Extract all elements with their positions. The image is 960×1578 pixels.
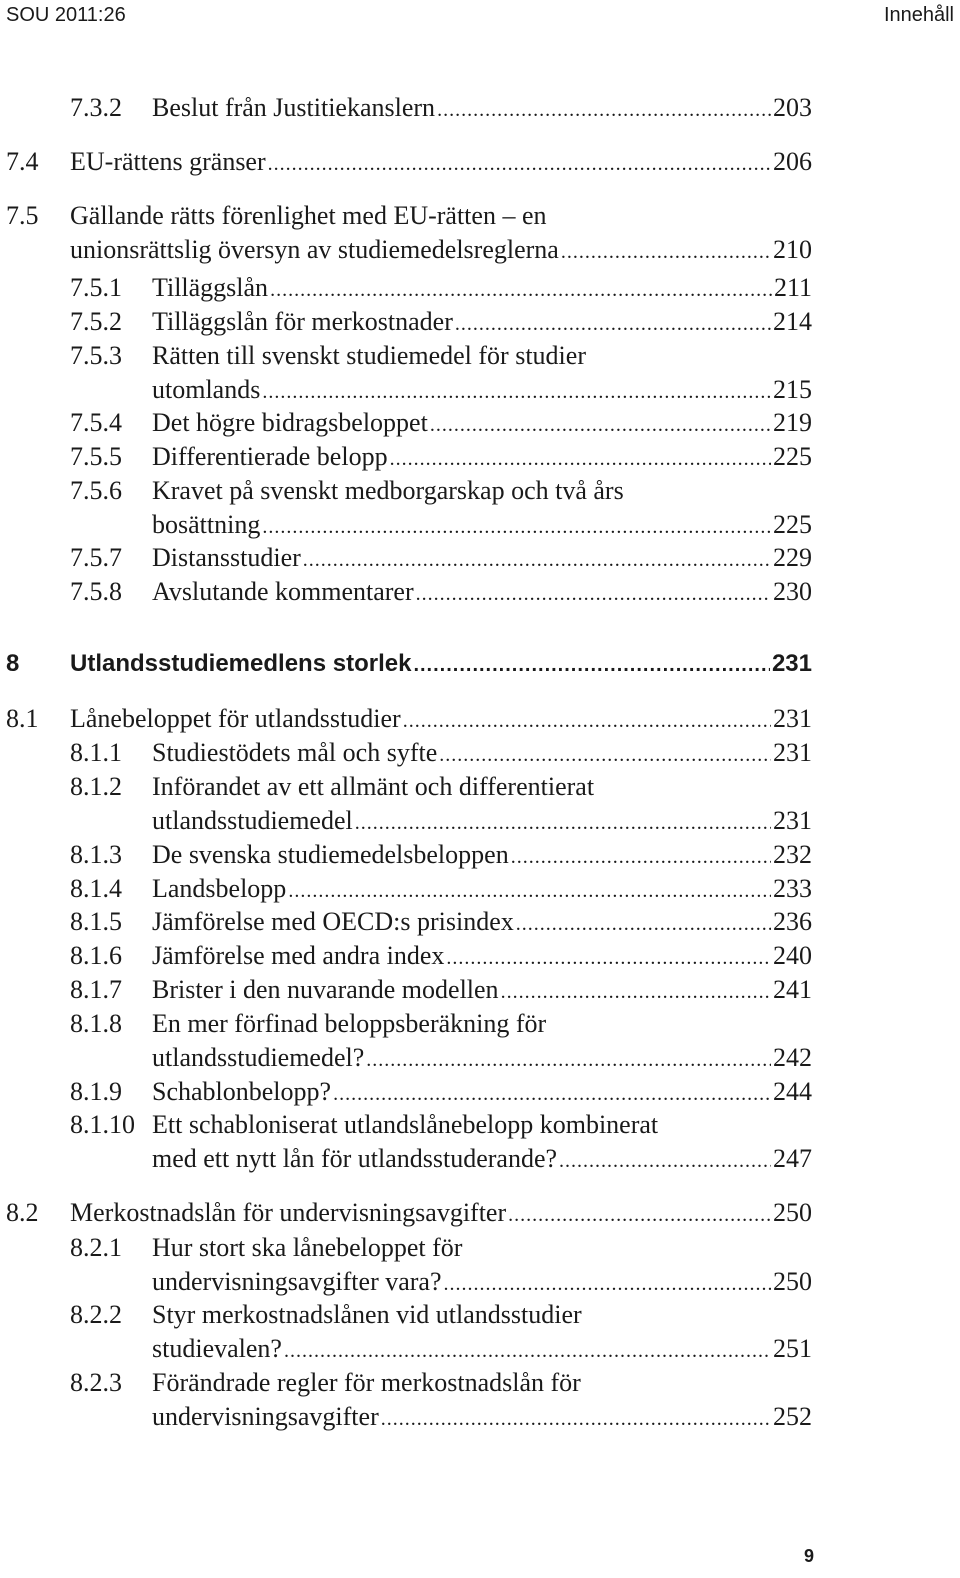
toc-entry-page: 252: [773, 1402, 812, 1431]
toc-entry-page: 251: [773, 1334, 812, 1363]
toc-entry-title: Tilläggslån för merkostnader: [152, 307, 453, 336]
toc-entry-title-line1: Införandet av ett allmänt och differentierat: [152, 772, 595, 801]
toc-entry-page: 225: [773, 510, 812, 539]
dot-leader: [516, 907, 771, 941]
toc-entry-number: 7.5.8: [70, 577, 122, 606]
toc-entry-page: 233: [773, 874, 812, 903]
toc-entry-page: 231: [773, 806, 812, 835]
toc-entry-page: 230: [773, 577, 812, 606]
toc-entry-title: bosättning: [152, 510, 261, 539]
toc-entry-title: Avslutande kommentarer: [152, 577, 414, 606]
toc-entry-title: utomlands: [152, 375, 261, 404]
dot-leader: [284, 1334, 771, 1368]
toc-entry-page: 241: [773, 975, 812, 1004]
toc-entry-page: 232: [773, 840, 812, 869]
dot-leader: [381, 1402, 771, 1436]
toc-entry-page: 247: [773, 1144, 812, 1173]
toc-entry-title: Differentierade belopp: [152, 442, 388, 471]
page-number: 9: [803, 1546, 814, 1566]
dot-leader: [446, 941, 771, 975]
toc-entry-number: 7.5.2: [70, 307, 122, 336]
toc-entry-number: 7.5.3: [70, 341, 122, 370]
toc-entry-title: Merkostnadslån för undervisningsavgifter: [70, 1198, 507, 1227]
toc-entry-number: 8.1.4: [70, 874, 122, 903]
toc-entry-number: 8.2.2: [70, 1300, 122, 1329]
toc-entry-number: 8.1.9: [70, 1077, 122, 1106]
toc-entry-number: 8.1.3: [70, 840, 122, 869]
toc-entry-title-line1: Hur stort ska lånebeloppet för: [152, 1233, 463, 1262]
dot-leader: [437, 93, 771, 127]
toc-entry-number: 8.1.1: [70, 738, 122, 767]
dot-leader: [455, 307, 771, 341]
toc-entry-page: 210: [773, 235, 812, 264]
toc-entry-number: 8.2.3: [70, 1368, 122, 1397]
toc-entry-page: 225: [773, 442, 812, 471]
dot-leader: [413, 648, 770, 682]
toc-entry-number: 7.5.5: [70, 442, 122, 471]
toc-entry-title: undervisningsavgifter vara?: [152, 1267, 442, 1296]
toc-entry-page: 214: [773, 307, 812, 336]
toc-entry-page: 203: [773, 93, 812, 122]
dot-leader: [559, 1144, 771, 1178]
toc-entry-title: Jämförelse med OECD:s prisindex: [152, 907, 514, 936]
toc-entry-title: Landsbelopp: [152, 874, 287, 903]
toc-entry-title: Studiestödets mål och syfte: [152, 738, 438, 767]
toc-entry-title-line1: Rätten till svenskt studiemedel för studier: [152, 341, 586, 370]
toc-entry-title: Lånebeloppet för utlandsstudier: [70, 704, 401, 733]
toc-entry-title: studievalen?: [152, 1334, 282, 1363]
dot-leader: [366, 1043, 771, 1077]
toc-entry-number: 7.5: [6, 201, 39, 230]
toc-entry-page: 219: [773, 408, 812, 437]
toc-entry-title: Distansstudier: [152, 543, 301, 572]
toc-entry-number: 7.5.6: [70, 476, 122, 505]
toc-entry-page: 240: [773, 941, 812, 970]
toc-entry-page: 250: [773, 1198, 812, 1227]
toc-entry-title: med ett nytt lån för utlandsstuderande?: [152, 1144, 558, 1173]
toc-entry-page: 250: [773, 1267, 812, 1296]
toc-entry-number: 8.1.5: [70, 907, 122, 936]
dot-leader: [390, 442, 771, 476]
toc-entry-title: Det högre bidragsbeloppet: [152, 408, 428, 437]
toc-entry-number: 8.1.6: [70, 941, 122, 970]
toc-entry-title-line1: Kravet på svenskt medborgarskap och två års: [152, 476, 624, 505]
toc-entry-number: 8.1.7: [70, 975, 122, 1004]
toc-entry-number: 7.4: [6, 147, 39, 176]
toc-entry-title: Jämförelse med andra index: [152, 941, 445, 970]
toc-entry-title: Tilläggslån: [152, 273, 269, 302]
toc-entry-number: 8.2: [6, 1198, 39, 1227]
toc-entry-title: undervisningsavgifter: [152, 1402, 379, 1431]
dot-leader: [511, 840, 771, 874]
toc-entry-number: 7.3.2: [70, 93, 122, 122]
dot-leader: [268, 147, 771, 181]
toc-entry-page: 231: [773, 704, 812, 733]
toc-entry-page: 242: [773, 1043, 812, 1072]
toc-entry-number: 7.5.1: [70, 273, 122, 302]
toc-entry-page: 206: [773, 147, 812, 176]
running-header-left: SOU 2011:26: [6, 4, 126, 26]
toc-entry-title: Beslut från Justitiekanslern: [152, 93, 436, 122]
dot-leader: [501, 975, 771, 1009]
toc-entry-title: Utlandsstudiemedlens storlek: [70, 650, 412, 677]
dot-leader: [416, 577, 771, 611]
toc-entry-title: De svenska studiemedelsbeloppen: [152, 840, 509, 869]
toc-entry-number: 8.1: [6, 704, 39, 733]
running-header-right: Innehåll: [883, 4, 954, 26]
dot-leader: [508, 1198, 771, 1232]
dot-leader: [430, 408, 771, 442]
toc-entry-number: 8.1.10: [70, 1110, 135, 1139]
toc-entry-page: 211: [773, 273, 812, 302]
dot-leader: [262, 375, 771, 409]
toc-entry-title: Schablonbelopp?: [152, 1077, 332, 1106]
toc-entry-number: 8.2.1: [70, 1233, 122, 1262]
toc-entry-number: 8: [6, 650, 20, 677]
dot-leader: [561, 235, 771, 269]
toc-entry-page: 229: [773, 543, 812, 572]
toc-entry-title: utlandsstudiemedel?: [152, 1043, 365, 1072]
toc-entry-title: unionsrättslig översyn av studiemedelsreglerna: [70, 235, 559, 264]
toc-entry-page: 244: [773, 1077, 812, 1106]
toc-entry-title: Brister i den nuvarande modellen: [152, 975, 499, 1004]
dot-leader: [303, 543, 771, 577]
dot-leader: [270, 273, 772, 307]
toc-entry-page: 231: [771, 650, 812, 677]
toc-entry-title-line1: En mer förfinad beloppsberäkning för: [152, 1009, 547, 1038]
toc-entry-title: utlandsstudiemedel: [152, 806, 353, 835]
dot-leader: [288, 874, 771, 908]
toc-entry-number: 8.1.2: [70, 772, 122, 801]
dot-leader: [262, 510, 771, 544]
toc-entry-title-line1: Ett schabloniserat utlandslånebelopp kombinerat: [152, 1110, 659, 1139]
dot-leader: [355, 806, 771, 840]
toc-entry-number: 7.5.7: [70, 543, 122, 572]
toc-entry-title-line1: Gällande rätts förenlighet med EU-rätten – en: [70, 201, 547, 230]
toc-entry-title-line1: Förändrade regler för merkostnadslån för: [152, 1368, 581, 1397]
toc-entry-number: 7.5.4: [70, 408, 122, 437]
toc-entry-title: EU-rättens gränser: [70, 147, 266, 176]
dot-leader: [333, 1077, 771, 1111]
toc-entry-number: 8.1.8: [70, 1009, 122, 1038]
dot-leader: [439, 738, 771, 772]
dot-leader: [403, 704, 771, 738]
toc-entry-page: 231: [773, 738, 812, 767]
toc-entry-page: 236: [773, 907, 812, 936]
dot-leader: [444, 1267, 771, 1301]
toc-entry-title-line1: Styr merkostnadslånen vid utlandsstudier: [152, 1300, 582, 1329]
toc-entry-page: 215: [773, 375, 812, 404]
